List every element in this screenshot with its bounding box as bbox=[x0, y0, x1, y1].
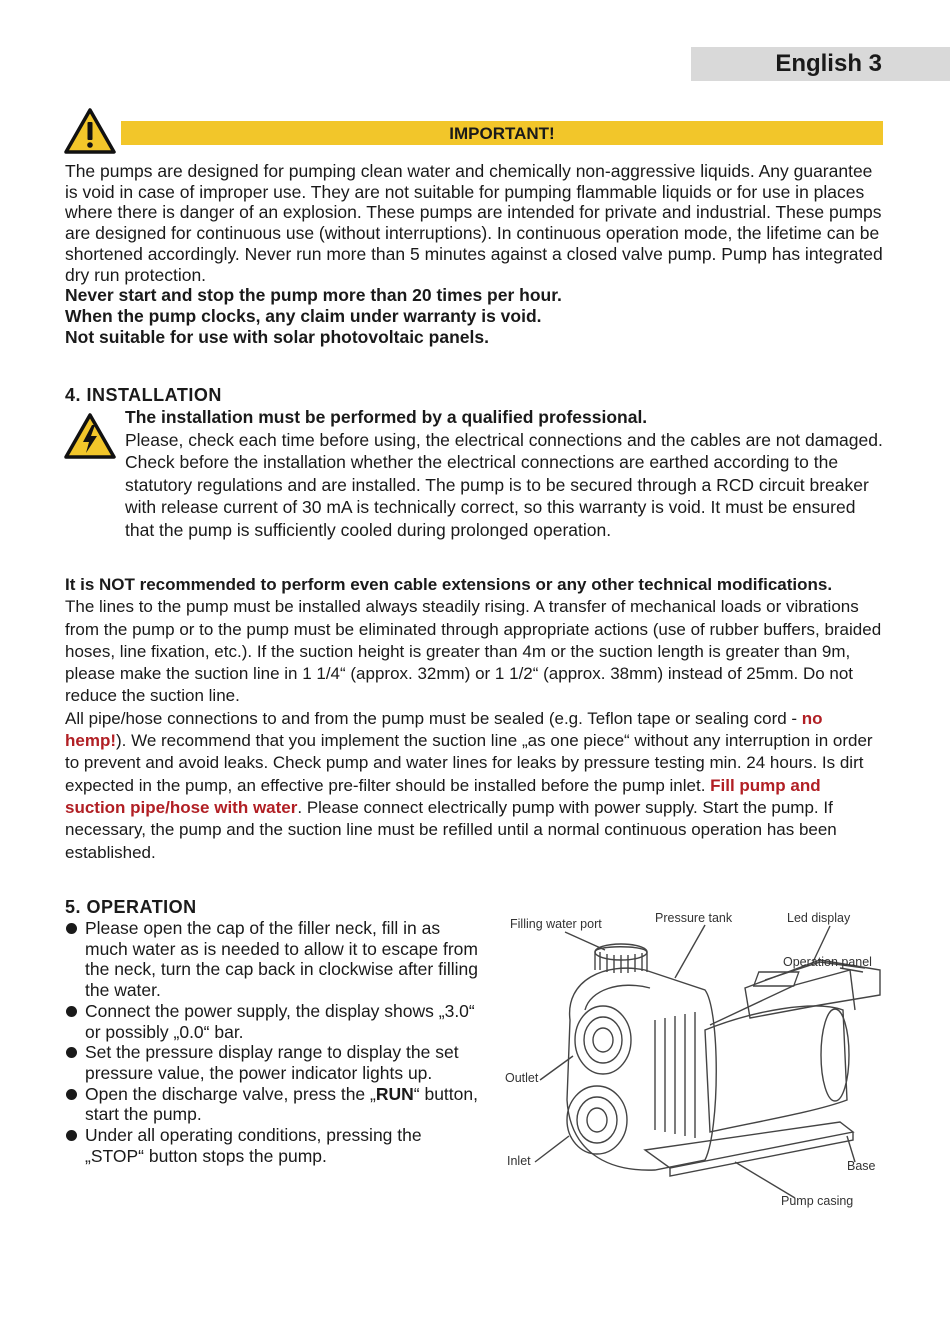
electric-hazard-icon bbox=[64, 413, 116, 459]
operation-step-4 bbox=[65, 1084, 485, 1125]
installation-lead: The installation must be performed by a qualified professional. bbox=[125, 407, 648, 427]
label-operation-panel: Operation panel bbox=[783, 955, 872, 969]
p2-text-a: All pipe/hose connections to and from the pump must be sealed (e.g. Teflon tape or sealing cord - bbox=[65, 708, 802, 728]
label-pump-casing: Pump casing bbox=[781, 1194, 854, 1208]
no-hemp-text: no hemp! bbox=[65, 708, 823, 751]
step4-text-a: Open the discharge valve, press the „ bbox=[85, 1083, 376, 1104]
installation-intro bbox=[125, 406, 885, 542]
installation-p1: The lines to the pump must be installed always steadily rising. A transfer of mechanical loads or vibrations from the pump or to the pump must be eliminated through appropriate actions (use of rubber buffers, braided hoses, line fixation, etc.). If the suction height is greater than 4m or the suction length is greater than 9m, please make the suction line in 1 1/4“ (approx. 32mm) or 1 1/2“ (approx. 38mm) instead of 25mm. Do not reduce the suction line. bbox=[65, 597, 882, 706]
operation-heading: 5. OPERATION bbox=[65, 897, 197, 917]
important-banner: IMPORTANT! bbox=[121, 121, 883, 145]
warning-icon bbox=[64, 108, 116, 154]
step4-text-b: “ button, start the pump. bbox=[85, 1083, 478, 1125]
operation-step-5: Under all operating conditions, pressing the „STOP“ button stops the pump. bbox=[65, 1125, 485, 1166]
important-bold-1: Never start and stop the pump more than 20 times per hour. bbox=[65, 285, 562, 306]
important-body: The pumps are designed for pumping clean water and chemically non-aggressive liquids. Any guarantee is void in case of improper use. They are not suitable for pumping flammable liquids or for use in places where there is danger of an explosion. These pumps are intended for private and industrial. These pumps are designed for continuous use (without interruptions). In continuous operation mode, the lifetime can be shortened accordingly. Never run more than 5 minutes against a closed valve pump. Pump has integrated dry run protection. bbox=[65, 161, 883, 285]
installation-p2 bbox=[65, 708, 885, 864]
installation-heading: 4. INSTALLATION bbox=[65, 385, 222, 405]
label-inlet: Inlet bbox=[507, 1154, 531, 1168]
operation-step-3: Set the pressure display range to display the set pressure value, the power indicator lights up. bbox=[65, 1042, 485, 1083]
label-led-display: Led display bbox=[787, 911, 851, 925]
important-bold-3: Not suitable for use with solar photovoltaic panels. bbox=[65, 326, 489, 347]
p2-text-c: . Please connect electrically pump with power supply. Start the pump. If necessary, the pump and the suction line must be refilled until a normal continuous operation has been established. bbox=[65, 797, 837, 862]
label-pressure-tank: Pressure tank bbox=[655, 911, 733, 925]
run-label: RUN bbox=[375, 1083, 414, 1104]
installation-warning: It is NOT recommended to perform even cable extensions or any other technical modifications. bbox=[65, 575, 833, 594]
important-section bbox=[65, 161, 885, 347]
pump-diagram bbox=[495, 900, 890, 1220]
installation-body: Please, check each time before using, the electrical connections and the cables are not damaged. Check before the installation whether the electrical connections are earthed according to the statutory regulations and are installed. The pump is to be secured through a RCD circuit breaker with release current of 30 mA is technically correct, so this warranty is void. It must be ensured that the pump is sufficiently cooled during prolonged operation. bbox=[125, 429, 883, 540]
label-outlet: Outlet bbox=[505, 1071, 539, 1085]
important-bold-2: When the pump clocks, any claim under warranty is void. bbox=[65, 305, 542, 326]
p2-text-b: ). We recommend that you implement the suction line „as one piece“ without any interruption in order to prevent and avoid leaks. Check pump and water lines for leaks by pressure testing min. 24 hours. Is dirt expected in the pump, an effective pre-filter should be installed before the pump inlet. bbox=[65, 731, 873, 795]
operation-step-1: Please open the cap of the filler neck, fill in as much water as is needed to allow it to escape from the neck, turn the cap back in clockwise after filling the water. bbox=[65, 918, 485, 1001]
label-base: Base bbox=[847, 1159, 876, 1173]
installation-details bbox=[65, 574, 885, 864]
label-filling-port: Filling water port bbox=[510, 917, 602, 931]
page-label: English 3 bbox=[691, 47, 950, 81]
operation-list bbox=[65, 918, 485, 1166]
operation-step-2: Connect the power supply, the display shows „3.0“ or possibly „0.0“ bar. bbox=[65, 1001, 485, 1042]
fill-pump-text: Fill pump and suction pipe/hose with water bbox=[65, 775, 821, 817]
